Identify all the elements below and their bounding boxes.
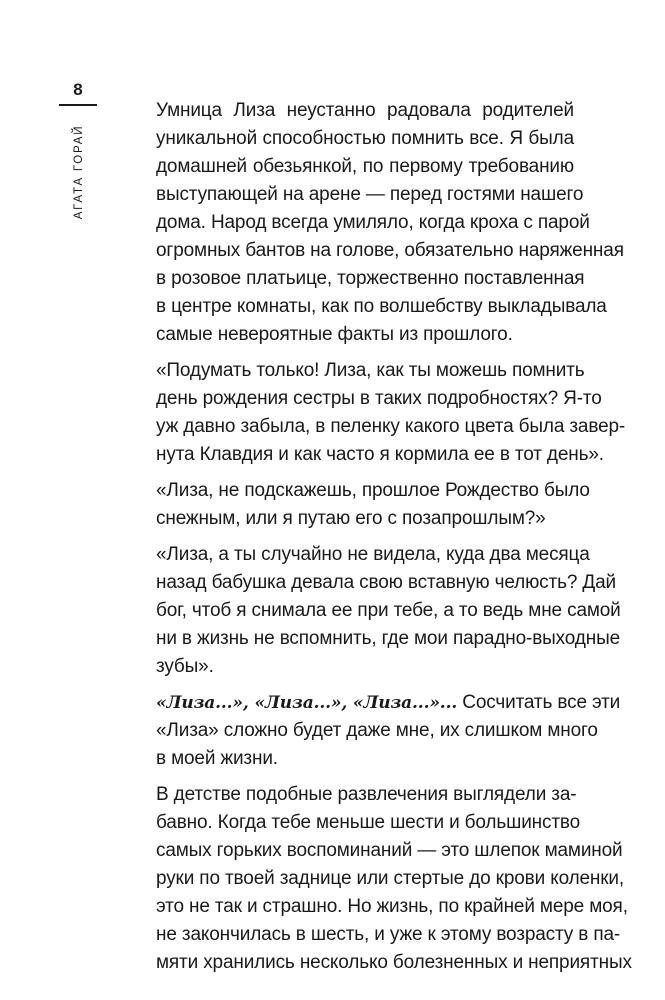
- text-line: самые невероятные факты из прошлого.: [156, 324, 513, 345]
- text-line: в моей жизни.: [156, 748, 278, 769]
- paragraph: [132, 781, 632, 977]
- text-line: дома. Народ всегда умиляло, когда кроха с парой: [156, 212, 590, 233]
- text-line: домашней обезьянкой, по первому требованию: [156, 156, 574, 177]
- text-line: уникальной способностью помнить все. Я была: [156, 128, 574, 149]
- stylized-quote: «Лиза...», «Лиза...», «Лиза...»...: [156, 693, 458, 713]
- text-line: руки по твоей заднице или стертые до крови коленки,: [156, 868, 625, 889]
- text-line: бог, чтоб я снимала ее при тебе, а то ведь мне самой: [156, 600, 621, 621]
- text-line: выступающей на арене — перед гостями нашего: [156, 184, 584, 205]
- paragraph: [132, 689, 621, 773]
- text-line: бавно. Когда тебе меньше шести и большинство: [156, 812, 581, 833]
- text-line: в розовое платьице, торжественно поставленная: [156, 268, 585, 289]
- text-line: «Лиза, а ты случайно не видела, куда два месяца: [156, 544, 590, 565]
- body-text: [132, 97, 632, 985]
- text-line: В детстве подобные развлечения выглядели за-: [156, 784, 577, 805]
- text-line: не закончилась в шесть, и уже к этому возрасту в па-: [156, 924, 621, 945]
- paragraph: [132, 541, 621, 681]
- text-line: зубы».: [156, 656, 214, 677]
- text-line: мяти хранились несколько болезненных и неприятных: [156, 952, 632, 973]
- text-line: [132, 689, 621, 717]
- text-line: в центре комнаты, как по волшебству выкладывала: [156, 296, 607, 317]
- running-head: АГАТА ГОРАЙ: [73, 124, 85, 220]
- text-line: огромных бантов на голове, обязательно наряженная: [156, 240, 624, 261]
- header-rule: [59, 104, 97, 106]
- page-number: 8: [73, 80, 83, 99]
- text-line: нута Клавдия и как часто я кормила ее в тот день».: [156, 444, 604, 465]
- paragraph: [132, 97, 624, 349]
- paragraph: [132, 477, 590, 533]
- text-line: день рождения сестры в таких подробностях? Я-то: [156, 388, 602, 409]
- text-line: Умница Лиза неустанно радовала родителей: [156, 100, 574, 121]
- text-line: ни в жизнь не вспомнить, где мои парадно-выходные: [156, 628, 620, 649]
- text-line-tail: Сосчитать все эти: [457, 692, 621, 713]
- text-line: снежным, или я путаю его с позапрошлым?»: [156, 508, 546, 529]
- text-line: «Лиза» сложно будет даже мне, их слишком много: [156, 720, 598, 741]
- text-line: «Лиза, не подскажешь, прошлое Рождество было: [156, 480, 590, 501]
- text-line: самых горьких воспоминаний — это шлепок маминой: [156, 840, 623, 861]
- paragraph: [132, 357, 626, 469]
- text-line: «Подумать только! Лиза, как ты можешь помнить: [156, 360, 585, 381]
- text-line: это не так и страшно. Но жизнь, по крайней мере моя,: [156, 896, 628, 917]
- text-line: назад бабушка девала свою вставную челюсть? Дай: [156, 572, 616, 593]
- text-line: уж давно забыла, в пеленку какого цвета была завер-: [156, 416, 626, 437]
